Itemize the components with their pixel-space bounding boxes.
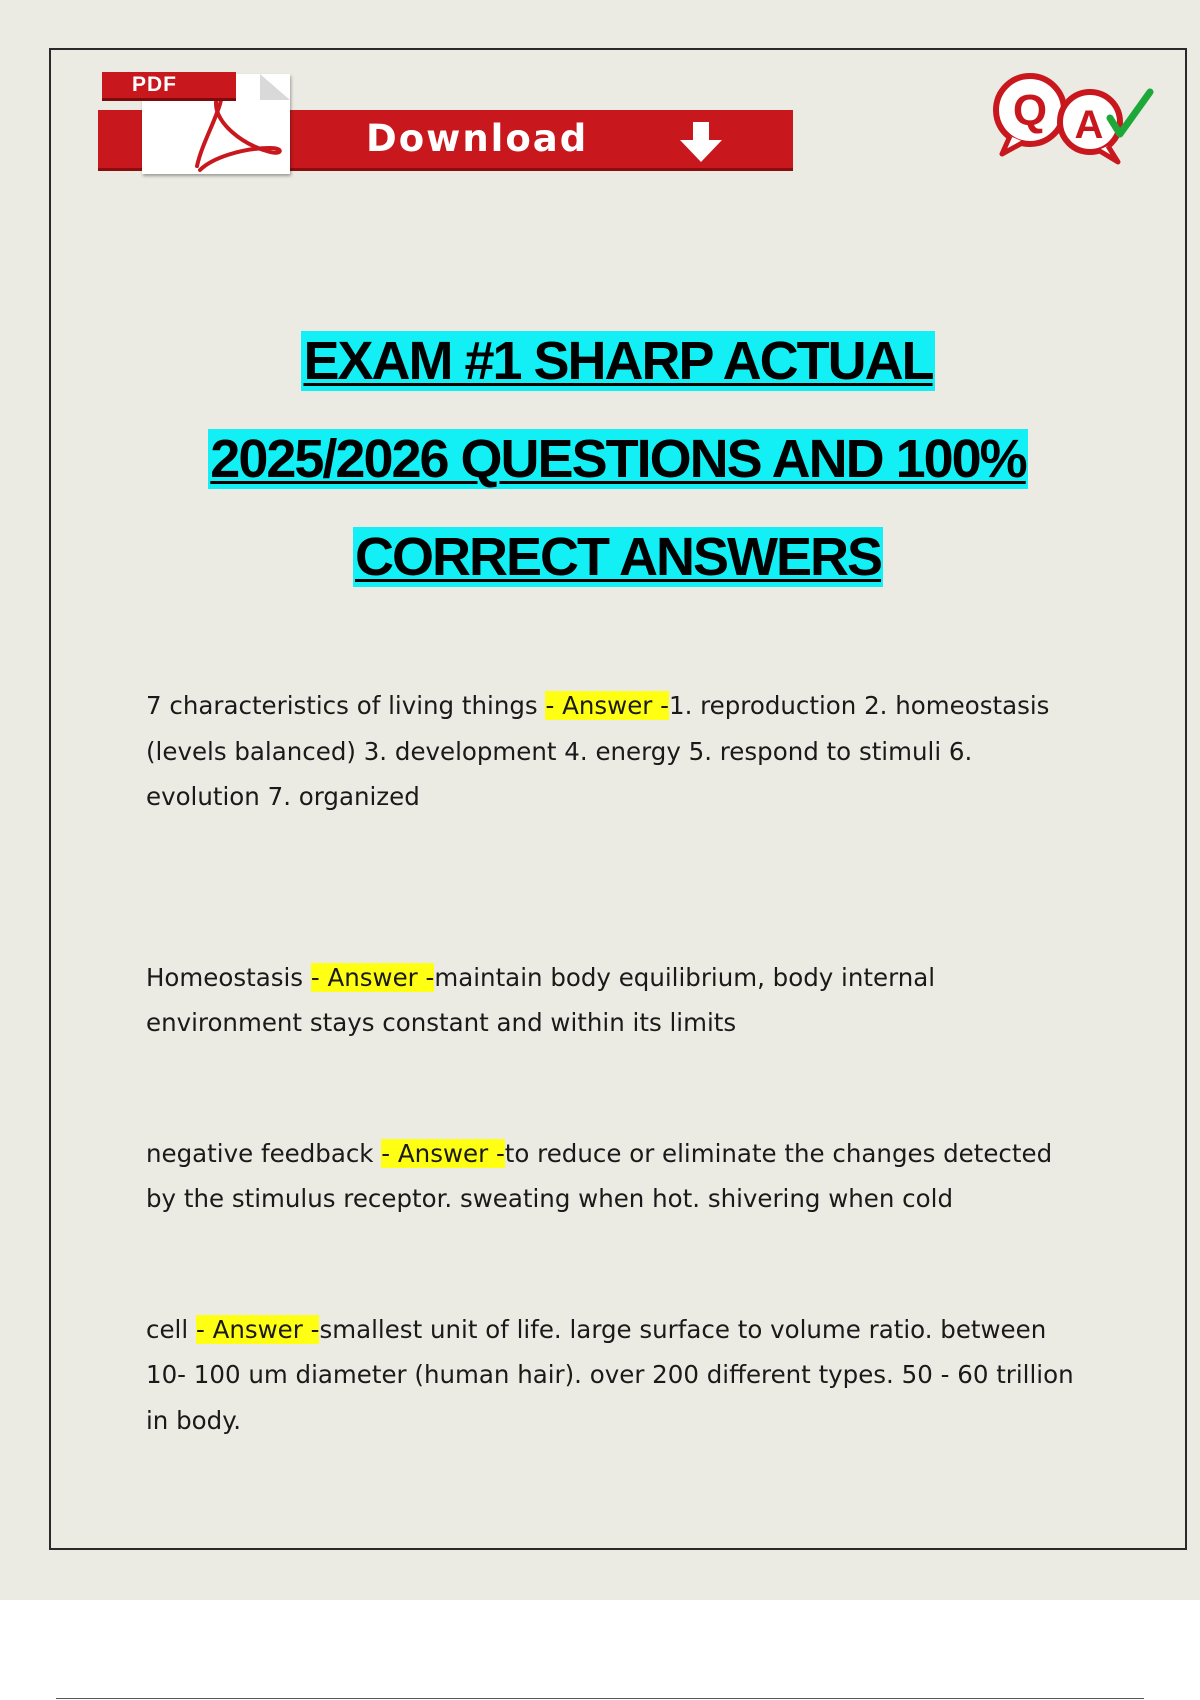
title-line-text: CORRECT ANSWERS [354,527,881,587]
answer-marker: - Answer - [310,962,435,992]
answer-marker: - Answer - [195,1314,320,1344]
qa-item [146,1307,1086,1444]
qa-item [146,683,1086,820]
download-arrow-icon [678,122,724,162]
title-line [0,312,1200,410]
pdf-download-banner[interactable] [98,72,793,174]
qa-answer: smallest unit of life. large surface to volume ratio. between 10- 100 um diameter (human hair). over 200 different types. 50 - 60 trillion in body. [146,1314,1074,1435]
qa-check-logo [990,68,1156,168]
qa-term: 7 characteristics of living things [146,691,538,720]
title-line [0,410,1200,508]
qa-item [146,955,1086,1046]
title-line [0,508,1200,606]
qa-answer: maintain body equilibrium, body internal environment stays constant and within its limits [146,962,936,1037]
footer-rule [56,1698,1144,1699]
qa-logo-a: A [1074,103,1104,147]
qa-logo-q: Q [1012,86,1048,135]
download-label: Download [366,117,589,160]
qa-term: Homeostasis [146,962,304,992]
title-line-text: EXAM #1 SHARP ACTUAL [303,331,933,391]
qa-term: cell [146,1314,189,1344]
answer-marker: - Answer - [381,1138,505,1168]
qa-list [146,683,1086,1443]
pdf-tag: PDF [102,72,236,101]
qa-answer: to reduce or eliminate the changes detected by the stimulus receptor. sweating when hot. shivering when cold [146,1138,1053,1213]
title-line-text: 2025/2026 QUESTIONS AND 100% [210,429,1026,489]
answer-marker: - Answer - [545,691,669,720]
qa-term: negative feedback [146,1138,374,1168]
qa-answer: 1. reproduction 2. homeostasis (levels balanced) 3. development 4. energy 5. respond to stimuli 6. evolution 7. organized [146,691,1050,811]
document-title [0,312,1200,606]
qa-item [146,1131,1086,1222]
